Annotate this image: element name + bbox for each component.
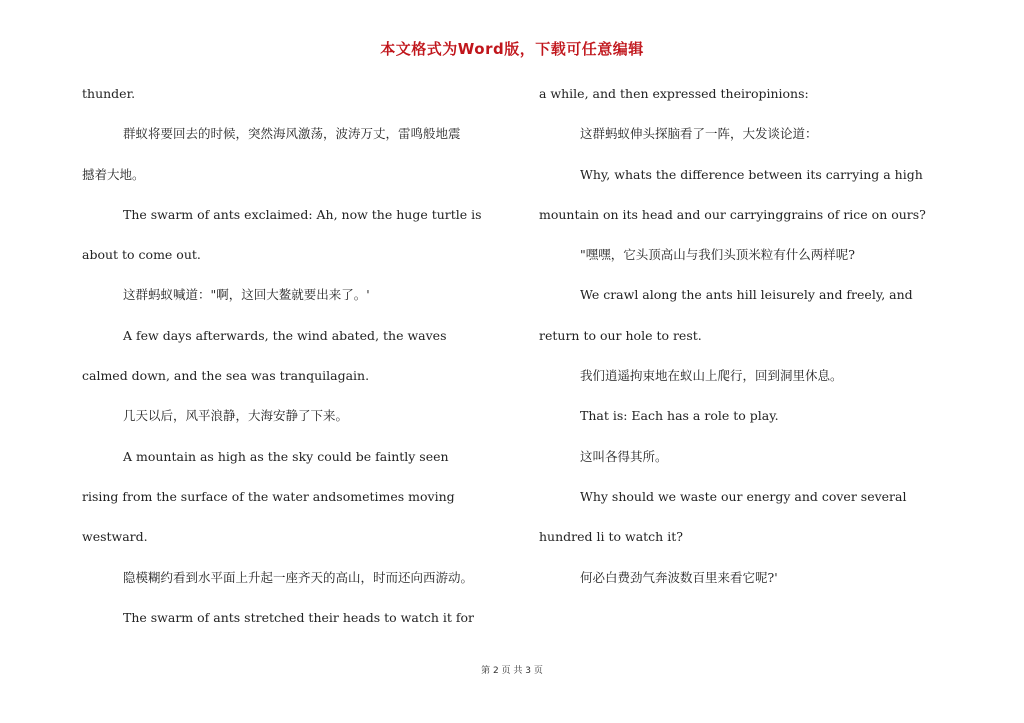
text-line: We crawl along the ants hill leisurely and freely, and — [580, 287, 913, 303]
text-line: 这群蚂蚁喊道："啊，这回大鳌就要出来了。' — [123, 287, 370, 303]
text-line: calmed down, and the sea was tranquilagain. — [82, 368, 370, 384]
text-line: 这叫各得其所。 — [580, 448, 668, 464]
text-line: The swarm of ants exclaimed: Ah, now the huge turtle is — [123, 206, 482, 222]
text-line: 何必白费劲气奔波数百里来看它呢?' — [580, 569, 778, 585]
text-line: "嘿嘿，它头顶高山与我们头顶米粒有什么两样呢? — [580, 247, 855, 263]
text-line: 我们逍遥拘束地在蚁山上爬行，回到洞里休息。 — [580, 368, 843, 384]
text-line: A mountain as high as the sky could be faintly seen — [123, 448, 449, 464]
download-banner: 本文格式为Word版，下载可任意编辑 — [380, 40, 644, 58]
left-column — [82, 83, 514, 647]
text-line: hundred li to watch it? — [539, 529, 683, 545]
text-line: 这群蚂蚁伸头探脑看了一阵，大发谈论道： — [580, 126, 818, 142]
text-line: A few days afterwards, the wind abated, the waves — [123, 327, 447, 343]
text-line: a while, and then expressed theiropinions: — [539, 86, 809, 101]
text-line: return to our hole to rest. — [539, 327, 702, 343]
right-column — [539, 83, 957, 607]
text-line: westward. — [82, 529, 148, 545]
text-line: 撼着大地。 — [82, 166, 145, 182]
text-line: about to come out. — [82, 247, 201, 263]
text-line: rising from the surface of the water andsometimes moving — [82, 488, 455, 504]
text-line: The swarm of ants stretched their heads to watch it for — [123, 609, 474, 625]
text-line: 隐模糊约看到水平面上升起一座齐天的高山，时而还向西游动。 — [123, 569, 474, 585]
text-line: 群蚁将要回去的时候，突然海风激荡，波涛万丈，雷鸣般地震 — [123, 126, 461, 142]
text-line: Why, whats the difference between its carrying a high — [580, 166, 923, 182]
page-number: 第 2 页 共 3 页 — [481, 666, 543, 676]
text-line: 几天以后，风平浪静，大海安静了下来。 — [123, 408, 349, 424]
text-line: Why should we waste our energy and cover several — [580, 488, 907, 504]
text-line: mountain on its head and our carryinggrains of rice on ours? — [539, 206, 926, 222]
text-line: That is: Each has a role to play. — [580, 408, 779, 424]
text-line: thunder. — [82, 86, 136, 101]
